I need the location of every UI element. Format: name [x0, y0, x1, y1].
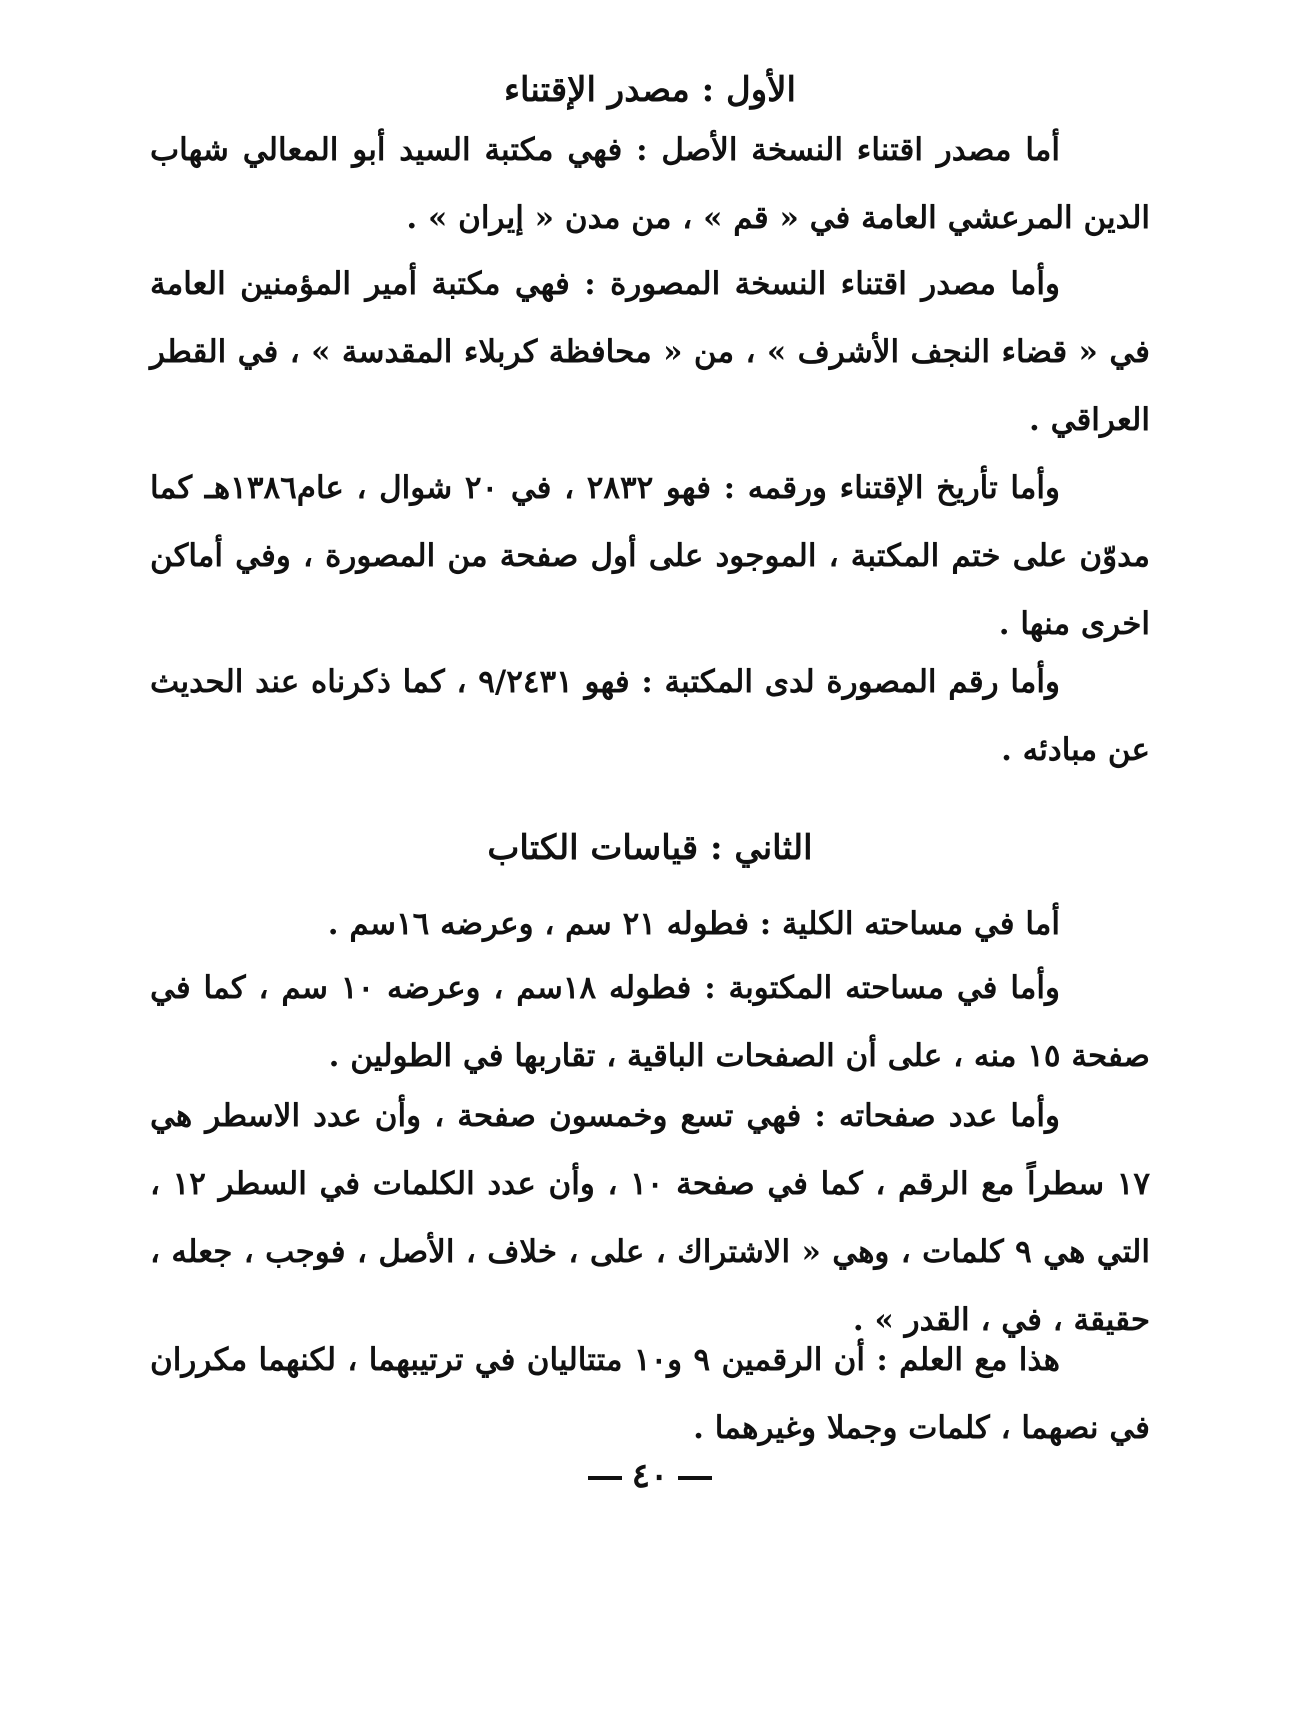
- paragraph-library-number: وأما رقم المصورة لدى المكتبة : فهو ٩/٢٤٣١ ، كما ذكرناه عند الحديث عن مبادئه .: [150, 664, 1150, 768]
- paragraph-page-count: وأما عدد صفحاته : فهي تسع وخمسون صفحة ، وأن عدد الاسطر هي ١٧ سطراً مع الرقم ، كما في صفحة ١٠ ، وأن عدد الكلمات في السطر ١٢ ، التي هي ٩ كلمات ، وهي « الاشتراك ، على ، خلاف ، الأصل ، فوجب ، جعله ، حقيقة ، في ، القدر » .: [150, 1098, 1150, 1338]
- page-number-dash-left: [588, 1476, 622, 1480]
- document-page: [150, 0, 1150, 1731]
- paragraph-photocopy-source: وأما مصدر اقتناء النسخة المصورة : فهي مكتبة أمير المؤمنين العامة في « قضاء النجف الأشرف » ، من « محافظة كربلاء المقدسة » ، في القطر العراقي .: [150, 266, 1150, 438]
- section-1-heading: الأول : مصدر الإقتناء: [504, 70, 796, 110]
- paragraph-acquisition-date: وأما تأريخ الإقتناء ورقمه : فهو ٢٨٣٢ ، في ٢٠ شوال ، عام١٣٨٦هـ كما مدوّن على ختم المكتبة ، الموجود على أول صفحة من المصورة ، وفي أماكن اخرى منها .: [150, 470, 1150, 642]
- section-2-heading: الثاني : قياسات الكتاب: [487, 828, 813, 868]
- page-number-value: ٤٠: [631, 1456, 669, 1496]
- paragraph-written-dimensions: وأما في مساحته المكتوبة : فطوله ١٨سم ، وعرضه ١٠ سم ، كما في صفحة ١٥ منه ، على أن الصفحات الباقية ، تقاربها في الطولين .: [150, 970, 1150, 1074]
- page-number-dash-right: [678, 1476, 712, 1480]
- paragraph-original-source: أما مصدر اقتناء النسخة الأصل : فهي مكتبة السيد أبو المعالي شهاب الدين المرعشي العامة في « قم » ، من مدن « إيران » .: [150, 132, 1150, 236]
- paragraph-page-repetition-note: هذا مع العلم : أن الرقمين ٩ و١٠ متتاليان في ترتيبهما ، لكنهما مكرران في نصهما ، كلمات وجملا وغيرهما .: [150, 1342, 1150, 1446]
- page-number: [150, 1456, 1150, 1496]
- paragraph-total-dimensions: أما في مساحته الكلية : فطوله ٢١ سم ، وعرضه ١٦سم .: [327, 906, 1060, 942]
